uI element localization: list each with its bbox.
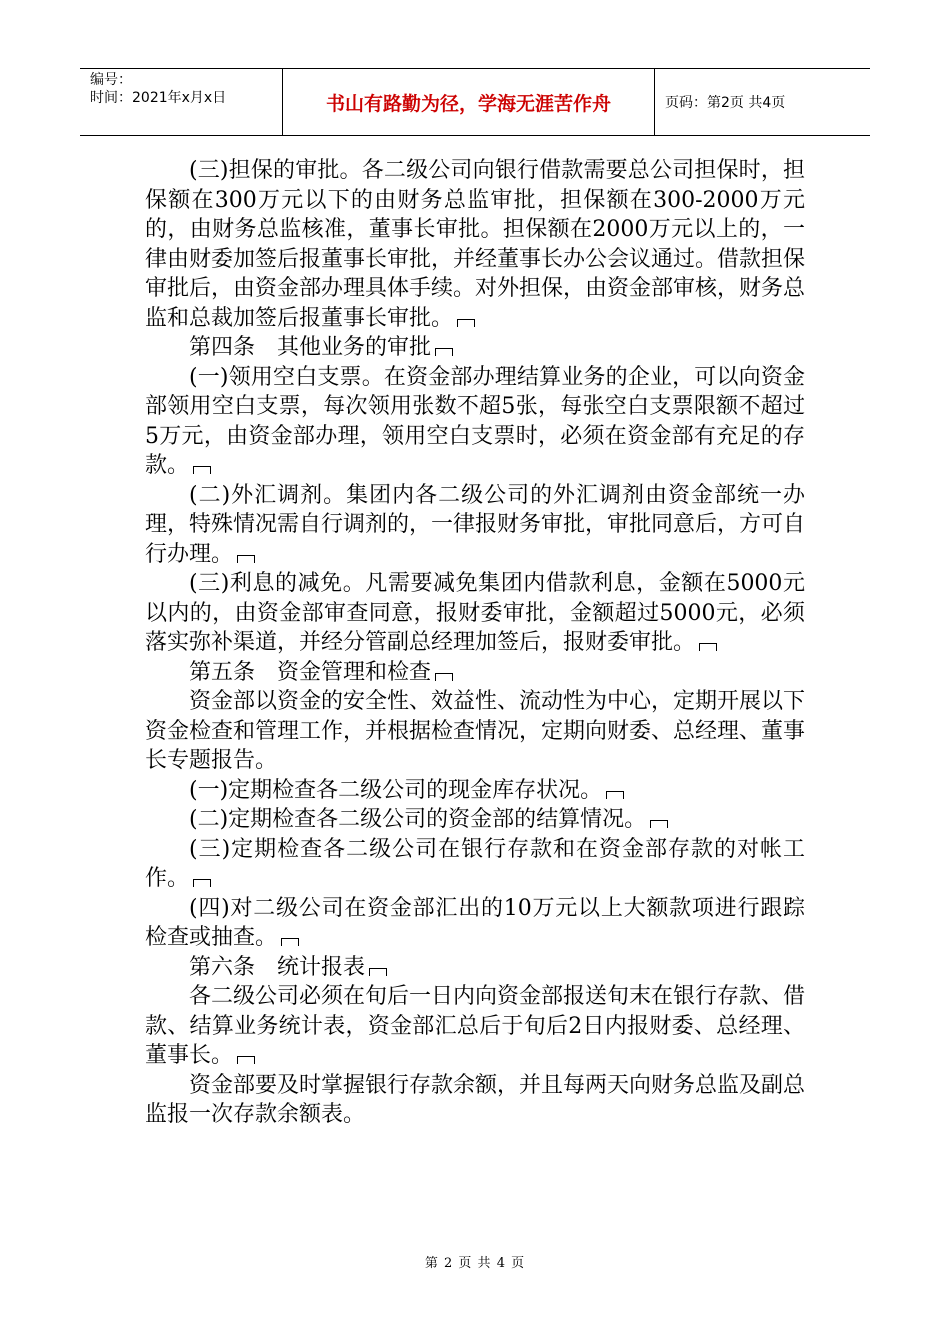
paragraph: (二)定期检查各二级公司的资金部的结算情况。 bbox=[145, 805, 805, 835]
document-number: 编号： bbox=[90, 72, 132, 88]
header-page-info: 页码：第2页 共4页 bbox=[665, 95, 786, 111]
paragraph-mark-icon bbox=[237, 555, 255, 563]
document-time: 时间：2021年x月x日 bbox=[90, 90, 227, 106]
page-header bbox=[80, 68, 870, 136]
article-heading: 第四条 其他业务的审批 bbox=[145, 333, 805, 363]
paragraph-mark-icon bbox=[435, 673, 453, 681]
page-footer: 第 2 页 共 4 页 bbox=[424, 1256, 526, 1271]
header-meta bbox=[80, 69, 283, 135]
article-heading: 第六条 统计报表 bbox=[145, 953, 805, 983]
paragraph: (四)对二级公司在资金部汇出的10万元以上大额款项进行跟踪检查或抽查。 bbox=[145, 895, 805, 950]
article-heading: 第五条 资金管理和检查 bbox=[145, 658, 805, 688]
paragraph: 资金部要及时掌握银行存款余额，并且每两天向财务总监及副总监报一次存款余额表。 bbox=[145, 1072, 806, 1127]
paragraph-mark-icon bbox=[193, 879, 211, 887]
paragraph: (三)担保的审批。各二级公司向银行借款需要总公司担保时，担保额在300万元以下的由财务总监审批，担保额在300-2000万元的，由财务总监核准，董事长审批。担保额在2000万元以上的，一律由财委加签后报董事长审批，并经董事长办公会议通过。借款担保审批后，由资金部办理具体手续。对外担保，由资金部审核，财务总监和总裁加签后报董事长审批。 bbox=[145, 158, 806, 331]
paragraph: 各二级公司必须在旬后一日内向资金部报送旬末在银行存款、借款、结算业务统计表，资金部汇总后于旬后2日内报财委、总经理、董事长。 bbox=[145, 984, 806, 1068]
paragraph-mark-icon bbox=[237, 1056, 255, 1064]
paragraph-mark-icon bbox=[369, 968, 387, 976]
paragraph-mark-icon bbox=[193, 466, 211, 474]
paragraph: (二)外汇调剂。集团内各二级公司的外汇调剂由资金部统一办理，特殊情况需自行调剂的，一律报财务审批，审批同意后，方可自行办理。 bbox=[145, 482, 806, 567]
document-body bbox=[145, 156, 805, 1130]
paragraph: (一)领用空白支票。在资金部办理结算业务的企业，可以向资金部领用空白支票，每次领用张数不超5张，每张空白支票限额不超过5万元，由资金部办理，领用空白支票时，必须在资金部有充足的存款。 bbox=[145, 364, 805, 478]
paragraph-mark-icon bbox=[606, 791, 624, 799]
paragraph-mark-icon bbox=[435, 348, 453, 356]
paragraph-mark-icon bbox=[699, 643, 717, 651]
header-motto: 书山有路勤为径，学海无涯苦作舟 bbox=[283, 69, 655, 135]
paragraph: 资金部以资金的安全性、效益性、流动性为中心，定期开展以下资金检查和管理工作，并根据检查情况，定期向财委、总经理、董事长专题报告。 bbox=[145, 689, 806, 773]
paragraph: (三)利息的减免。凡需要减免集团内借款利息，金额在5000元以内的，由资金部审查同意，报财委审批，金额超过5000元，必须落实弥补渠道，并经分管副总经理加签后，报财委审批。 bbox=[145, 571, 805, 655]
paragraph-mark-icon bbox=[650, 820, 668, 828]
paragraph-mark-icon bbox=[457, 319, 475, 327]
paragraph-mark-icon bbox=[281, 938, 299, 946]
paragraph: (一)定期检查各二级公司的现金库存状况。 bbox=[145, 776, 805, 806]
paragraph: (三)定期检查各二级公司在银行存款和在资金部存款的对帐工作。 bbox=[145, 836, 805, 891]
